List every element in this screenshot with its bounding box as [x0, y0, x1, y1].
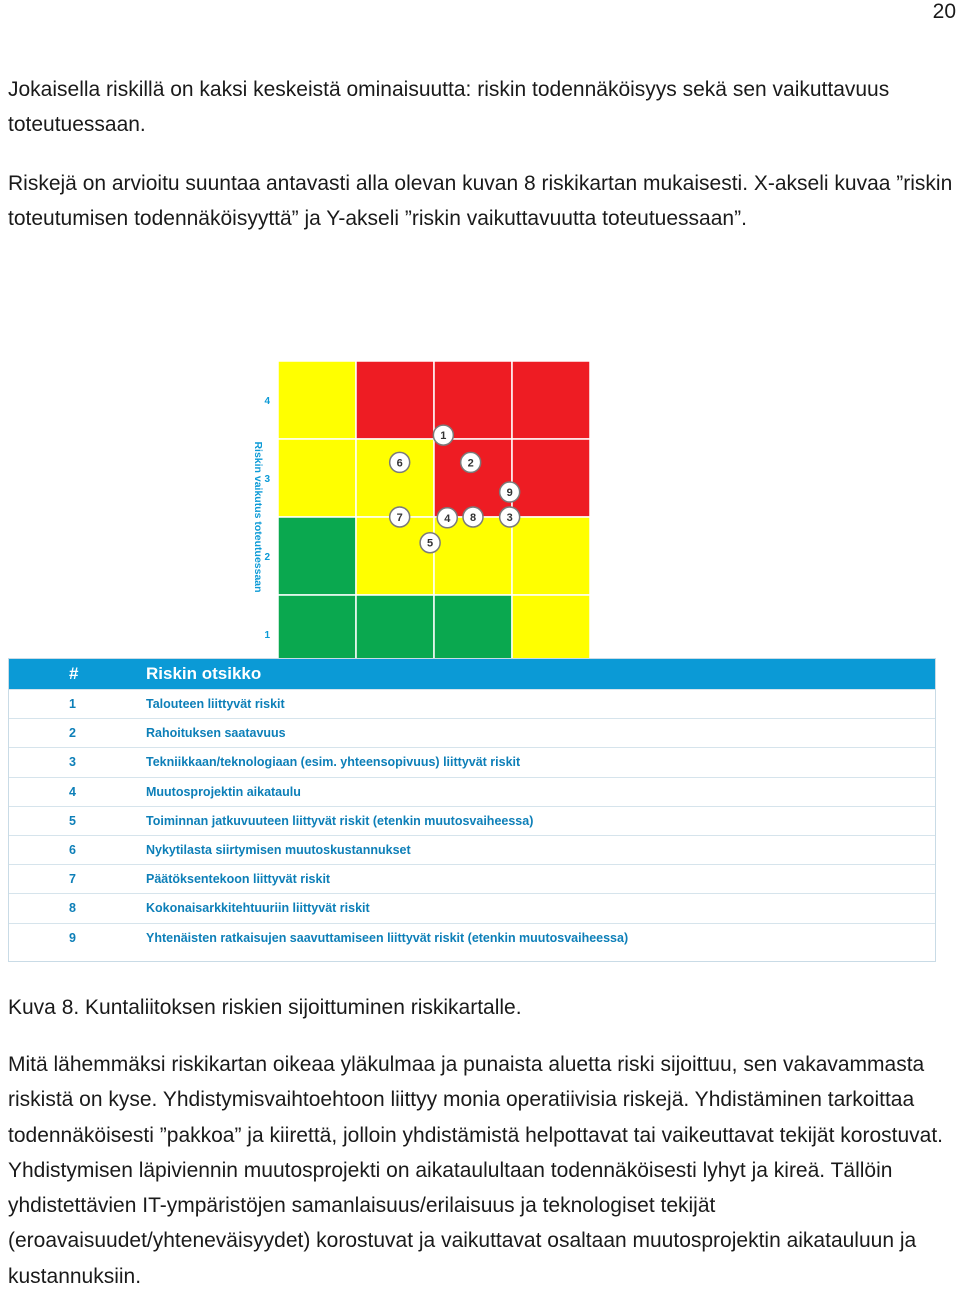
risk-marker-label: 6: [396, 457, 403, 470]
table-row: [9, 689, 935, 718]
row-number: 6: [69, 842, 76, 857]
row-title: Yhtenäisten ratkaisujen saavuttamiseen liittyvät riskit (etenkin muutosvaiheessa): [146, 930, 629, 945]
intro-paragraph: Jokaisella riskillä on kaksi keskeistä ominaisuutta: riskin todennäköisyys sekä sen vaikuttavuus toteutuessaan.: [8, 78, 890, 137]
risk-matrix-chart: [246, 358, 606, 654]
row-title: Rahoituksen saatavuus: [146, 726, 286, 741]
row-title: Muutosprojektin aikataulu: [146, 784, 301, 799]
row-number: 2: [69, 726, 76, 741]
row-title: Tekniikkaan/teknologiaan (esim. yhteensopivuus) liittyvät riskit: [146, 755, 521, 770]
row-title: Toiminnan jatkuvuuteen liittyvät riskit (etenkin muutosvaiheessa): [146, 813, 534, 828]
risk-marker-label: 7: [396, 512, 403, 524]
risk-marker-label: 8: [469, 512, 477, 524]
header-number: #: [69, 664, 79, 683]
row-title: Kokonaisarkkitehtuuriin liittyvät riskit: [146, 901, 370, 916]
matrix-cell-yellow: [434, 517, 512, 595]
risk-marker-label: 1: [440, 430, 447, 443]
y-tick-label: 4: [264, 396, 270, 407]
y-tick-label: 2: [264, 552, 270, 563]
row-number: 4: [69, 784, 76, 799]
risk-marker-label: 5: [427, 537, 434, 550]
matrix-cell-yellow: [512, 517, 590, 595]
matrix-cell-green: [278, 517, 356, 595]
matrix-cell-red: [356, 361, 434, 439]
risk-marker-label: 3: [506, 512, 513, 524]
table-row: [9, 864, 935, 893]
matrix-cell-yellow: [356, 517, 434, 595]
row-title: Päätöksentekoon liittyvät riskit: [146, 872, 331, 887]
risk-map-intro-paragraph: Riskejä on arvioitu suuntaa antavasti alla olevan kuvan 8 riskikartan mukaisesti. X-akseli kuvaa ”riskin toteutumisen todennäköisyyttä” ja Y-akseli ”riskin vaikuttavuutta toteutuessaan”.: [8, 172, 953, 231]
figure-caption: Kuva 8. Kuntaliitoksen riskien sijoittuminen riskikartalle.: [8, 996, 522, 1019]
risk-marker-label: 9: [506, 487, 513, 500]
row-title: Talouteen liittyvät riskit: [146, 697, 285, 711]
row-title: Nykytilasta siirtymisen muutoskustannukset: [146, 842, 411, 857]
row-number: 1: [69, 697, 76, 711]
risk-matrix-svg: [246, 358, 606, 654]
page-number: 20: [932, 0, 956, 23]
table-row: [9, 923, 935, 952]
row-number: 7: [69, 872, 76, 887]
y-tick-label: 1: [264, 630, 270, 641]
matrix-cell-red: [434, 439, 512, 517]
risk-marker-label: 4: [444, 512, 451, 525]
y-axis-label: Riskin vaikutus toteutuessaan: [252, 441, 264, 593]
header-title: Riskin otsikko: [146, 664, 262, 683]
risk-table: [8, 658, 936, 962]
matrix-cell-yellow: [278, 361, 356, 439]
matrix-cell-red: [512, 439, 590, 517]
analysis-paragraph: Mitä lähemmäksi riskikartan oikeaa yläkulmaa ja punaista aluetta riski sijoittuu, sen vakavammasta riskistä on kyse. Yhdistymisvaihtoehtoon liittyy monia operatiivisia riskejä. Yhdistäminen tarkoittaa todennäköisesti ”pakkoa” ja kiirettä, jolloin yhdistämistä helpottavat tai vaikeuttavat tekijät korostuvat. Yhdistymisen läpiviennin muutosprojekti on aikataulultaan todennäköisesti lyhyt ja kireä. Tällöin yhdistettävien IT-ympäristöjen samanlaisuus/erilaisuus ja teknologiset tekijät (eroavaisuudet/yhteneväisyydet) korostuvat ja vaikuttavat osaltaan muutosprojektin aikatauluun ja kustannuksiin.: [8, 1053, 943, 1288]
table-row: [9, 806, 935, 835]
row-number: 3: [69, 755, 76, 770]
matrix-cell-red: [512, 361, 590, 439]
row-number: 5: [69, 813, 76, 828]
risk-marker-label: 2: [467, 457, 474, 470]
table-row: [9, 777, 935, 806]
y-tick-label: 3: [264, 474, 270, 485]
table-row: [9, 893, 935, 922]
matrix-cell-yellow: [278, 439, 356, 517]
row-number: 8: [69, 901, 76, 916]
risk-table-header: [9, 659, 935, 689]
matrix-cell-yellow: [356, 439, 434, 517]
row-number: 9: [69, 930, 76, 945]
table-row: [9, 835, 935, 864]
table-row: [9, 718, 935, 747]
table-row: [9, 747, 935, 776]
